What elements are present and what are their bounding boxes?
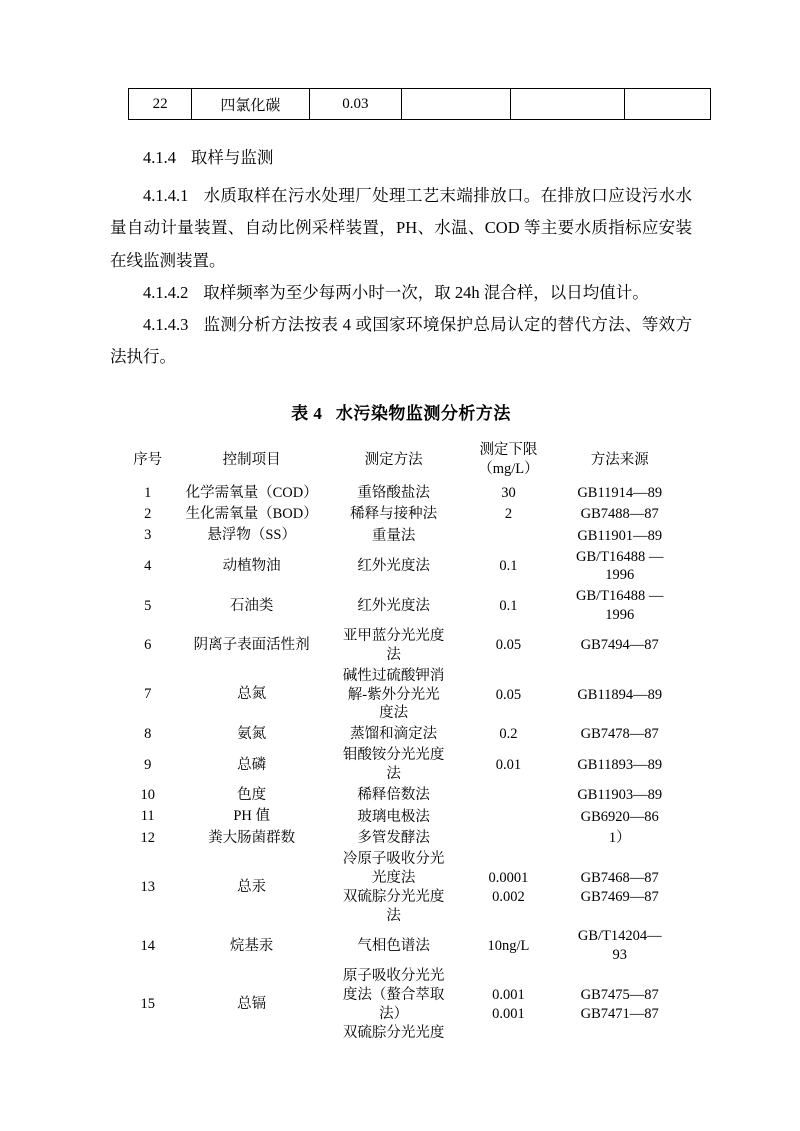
table-row: [118, 785, 684, 806]
table-row: [118, 547, 684, 587]
cell-limit: 0.05: [495, 686, 522, 703]
section-title: 取样与监测: [190, 148, 274, 167]
cell-no: 9: [144, 756, 152, 773]
table-row: [118, 666, 684, 725]
cell-no: 10: [140, 787, 155, 804]
cell-source: GB7475—87 GB7471—87: [580, 986, 659, 1022]
cell-no: 15: [140, 996, 155, 1013]
cell-method: 钼酸铵分光光度 法: [342, 747, 445, 783]
cell-item: 总汞: [237, 879, 267, 896]
cell-source: 1）: [608, 829, 631, 846]
cell-no: 8: [144, 726, 152, 743]
table-header-row: [118, 438, 684, 483]
paragraph-4-1-4-3: [110, 309, 692, 373]
cell-source: GB7468—87 GB7469—87: [580, 869, 659, 905]
header-limit-line1: 测定下限: [479, 442, 538, 459]
table-row: [118, 828, 684, 849]
cell-item: 色度: [237, 787, 267, 804]
cell-item: 阴离子表面活性剂: [193, 637, 310, 654]
cell-no: 11: [140, 808, 155, 825]
table-caption-label: 表 4: [291, 404, 323, 424]
cell-source: GB11914—89: [577, 484, 663, 501]
table-row: [118, 626, 684, 666]
cell-method: 多管发酵法: [357, 829, 430, 846]
cell-value: 0.03: [309, 89, 402, 120]
cell-no: 1: [144, 484, 152, 501]
cell-limit: 0.001 0.001: [492, 986, 525, 1022]
paragraph-text: 水质取样在污水处理厂处理工艺末端排放口。在排放口应设污水水量自动计量装置、自动比例采样装置，PH、水温、COD 等主要水质指标应安装在线监测装置。: [110, 186, 692, 270]
cell-empty-1: [402, 89, 511, 120]
table-row: [118, 504, 684, 525]
cell-limit: 10ng/L: [487, 937, 530, 954]
table-row: [118, 483, 684, 504]
cell-item: 总镉: [237, 996, 267, 1013]
table-row: [118, 745, 684, 785]
cell-no: 22: [129, 89, 192, 120]
cell-method: 稀释倍数法: [357, 787, 430, 804]
cell-limit: 30: [501, 484, 516, 501]
cell-source: GB7478—87: [580, 726, 659, 743]
table-row: [129, 89, 711, 120]
cell-item: 总磷: [237, 756, 267, 773]
cell-method: 玻璃电极法: [357, 808, 430, 825]
cell-limit: 2: [504, 506, 513, 523]
cell-item: 总氮: [237, 686, 267, 703]
cell-limit: [461, 828, 555, 849]
cell-limit: 0.2: [499, 726, 518, 743]
cell-method: 重量法: [371, 527, 416, 544]
cell-item: 动植物油: [222, 557, 281, 574]
cell-item: 悬浮物（SS）: [207, 527, 296, 544]
monitoring-methods-table: [118, 438, 684, 1043]
paragraph-text: 取样频率为至少每两小时一次，取 24h 混合样，以日均值计。: [203, 282, 649, 302]
table-row: [118, 806, 684, 827]
continued-table-row: [128, 88, 711, 120]
cell-no: 14: [140, 937, 155, 954]
table-caption: [110, 399, 692, 424]
cell-item: 粪大肠菌群数: [208, 829, 296, 846]
cell-item: 化学需氧量（COD）: [185, 484, 318, 501]
cell-method: 冷原子吸收分光 光度法 双硫腙分光光度 法: [342, 851, 445, 924]
table-row: [118, 724, 684, 745]
header-source: 方法来源: [590, 451, 649, 468]
cell-no: 13: [140, 879, 155, 896]
cell-method: 碱性过硫酸钾消 解-紫外分光光 度法: [342, 667, 445, 722]
cell-source: GB/T16488 — 1996: [576, 548, 664, 584]
table-row: [118, 586, 684, 626]
cell-source: GB11903—89: [577, 787, 663, 804]
header-limit-line2: （mg/L）: [478, 461, 539, 478]
cell-method: 原子吸收分光光 度法（螯合萃取 法） 双硫腙分光光度: [342, 968, 445, 1041]
cell-limit: [461, 806, 555, 827]
cell-item: 石油类: [229, 597, 274, 614]
paragraph-number: 4.1.4.3: [143, 314, 189, 334]
cell-source: GB7494—87: [580, 637, 659, 654]
cell-method: 红外光度法: [357, 597, 430, 614]
cell-item: 烷基汞: [229, 937, 274, 954]
cell-empty-3: [625, 89, 711, 120]
cell-limit: [461, 785, 555, 806]
header-limit: [461, 438, 555, 483]
cell-limit: 0.1: [499, 558, 518, 575]
cell-no: 4: [144, 557, 152, 574]
cell-item: 生化需氧量（BOD）: [185, 506, 318, 523]
table-row: [118, 926, 684, 966]
cell-method: 稀释与接种法: [350, 506, 438, 523]
paragraph-text: 监测分析方法按表 4 或国家环境保护总局认定的替代方法、等效方法执行。: [110, 314, 692, 367]
paragraph-number: 4.1.4.1: [143, 186, 189, 206]
cell-empty-2: [511, 89, 625, 120]
cell-item: 氨氮: [237, 726, 267, 743]
section-heading-4-1-4: [110, 142, 692, 174]
cell-no: 7: [144, 686, 152, 703]
cell-source: GB/T16488 — 1996: [576, 588, 664, 624]
paragraph-4-1-4-2: [110, 277, 692, 309]
cell-limit: 0.0001 0.002: [488, 869, 529, 905]
cell-source: GB/T14204— 93: [577, 928, 662, 964]
cell-no: 12: [140, 829, 155, 846]
cell-source: GB7488—87: [580, 506, 659, 523]
cell-source: GB11901—89: [577, 527, 663, 544]
table-row: [118, 849, 684, 926]
paragraph-4-1-4-1: [110, 180, 692, 277]
cell-limit: 0.01: [495, 756, 522, 773]
table-caption-title: 水污染物监测分析方法: [335, 404, 511, 424]
cell-no: 6: [144, 637, 152, 654]
cell-method: 重铬酸盐法: [357, 484, 430, 501]
cell-item: PH 值: [233, 808, 270, 825]
paragraph-number: 4.1.4.2: [143, 282, 189, 302]
cell-limit: 0.05: [495, 637, 522, 654]
cell-method: 气相色谱法: [357, 937, 430, 954]
section-number: 4.1.4: [143, 148, 176, 167]
cell-item: 四氯化碳: [192, 89, 309, 120]
cell-method: 蒸馏和滴定法: [350, 726, 438, 743]
cell-limit: [461, 525, 555, 546]
table-row: [118, 966, 684, 1043]
cell-no: 3: [144, 527, 152, 544]
cell-no: 2: [144, 506, 152, 523]
cell-limit: 0.1: [499, 597, 518, 614]
header-item: 控制项目: [222, 451, 281, 468]
cell-source: GB11894—89: [577, 686, 663, 703]
header-no: 序号: [133, 451, 163, 468]
cell-source: GB6920—86: [580, 808, 659, 825]
header-method: 测定方法: [364, 451, 423, 468]
cell-method: 亚甲蓝分光光度 法: [342, 627, 445, 663]
table-row: [118, 525, 684, 546]
cell-method: 红外光度法: [357, 558, 430, 575]
cell-source: GB11893—89: [577, 756, 663, 773]
cell-no: 5: [144, 597, 152, 614]
